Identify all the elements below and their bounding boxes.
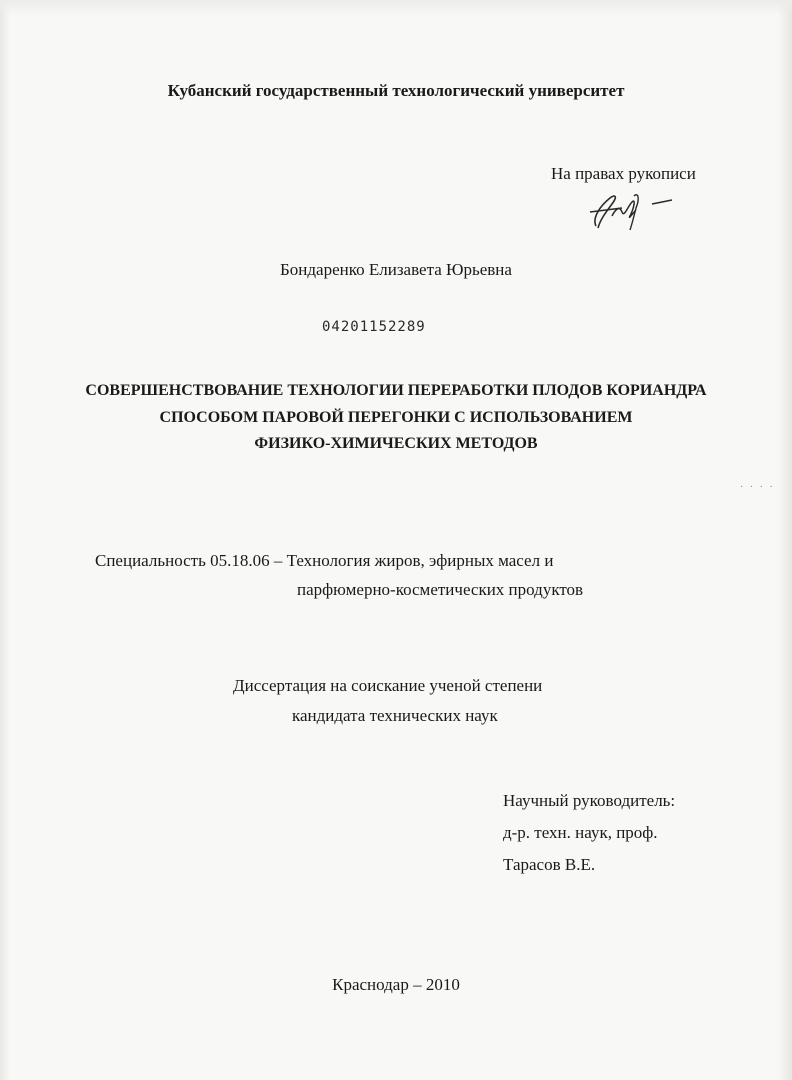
scan-edge-right: [778, 0, 792, 1080]
dissertation-title-line-1: СОВЕРШЕНСТВОВАНИЕ ТЕХНОЛОГИИ ПЕРЕРАБОТКИ ПЛОДОВ КОРИАНДРА: [85, 382, 707, 399]
scan-edge-top: [0, 0, 792, 16]
manuscript-note: На правах рукописи: [551, 164, 696, 183]
dissertation-type-line-1: Диссертация на соискание ученой степени: [233, 676, 543, 695]
supervisor-label: Научный руководитель:: [503, 791, 676, 810]
specialty-line-1: Специальность 05.18.06 – Технология жиров, эфирных масел и: [95, 551, 554, 570]
university-name: Кубанский государственный технологический университет: [167, 81, 625, 100]
dissertation-title-line-2: СПОСОБОМ ПАРОВОЙ ПЕРЕГОНКИ С ИСПОЛЬЗОВАНИЕМ: [159, 409, 633, 426]
scan-edge-left: [0, 0, 10, 1080]
archive-number: 04201152289: [322, 319, 426, 335]
signature-icon: [582, 186, 677, 234]
dissertation-type-line-2: кандидата технических наук: [292, 706, 498, 725]
specialty-line-2: парфюмерно-косметических продуктов: [297, 580, 584, 599]
city-year: Краснодар – 2010: [332, 975, 460, 994]
author-name: Бондаренко Елизавета Юрьевна: [280, 260, 512, 279]
supervisor-degree: д-р. техн. наук, проф.: [503, 823, 658, 842]
dissertation-title-line-3: ФИЗИКО-ХИМИЧЕСКИХ МЕТОДОВ: [254, 435, 538, 452]
scan-speckle: · · · ·: [740, 482, 775, 493]
supervisor-name: Тарасов В.Е.: [503, 855, 596, 874]
